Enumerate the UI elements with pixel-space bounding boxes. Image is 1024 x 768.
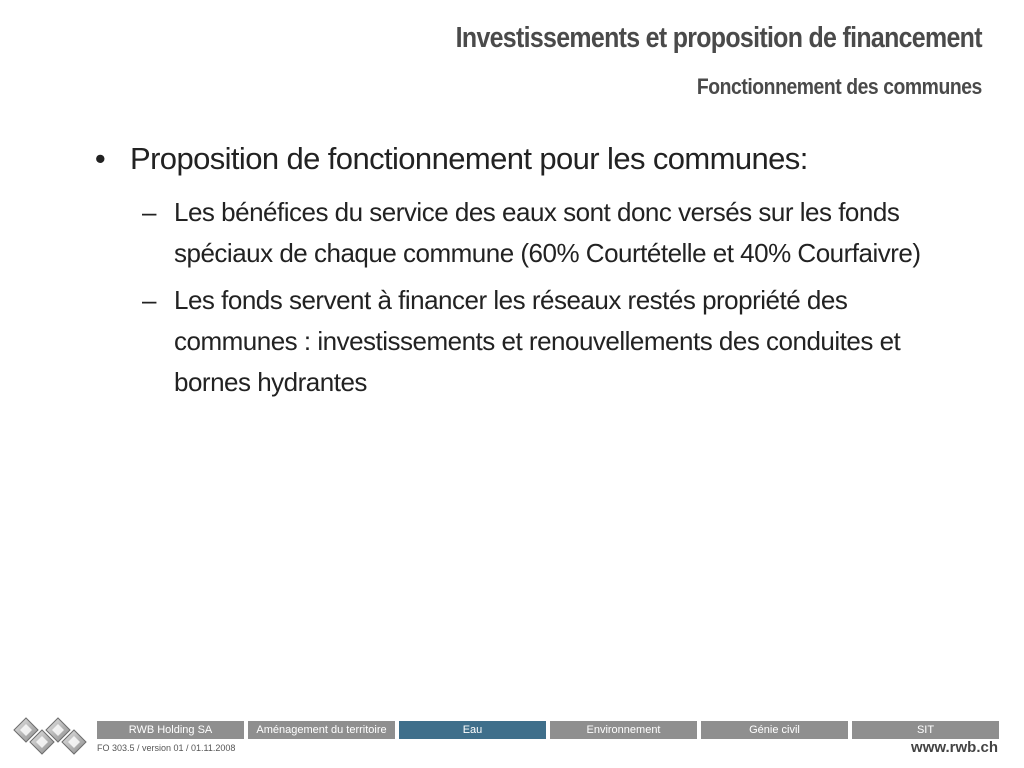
nav-tab-sit[interactable]: SIT <box>852 721 999 739</box>
rwb-logo-icon <box>0 710 95 762</box>
slide-content <box>90 138 970 409</box>
dash-marker: – <box>142 285 156 315</box>
sub-bullet-list <box>90 192 970 403</box>
nav-tab-amenagement[interactable]: Aménagement du territoire <box>248 721 395 739</box>
dash-marker: – <box>142 197 156 227</box>
slide-subtitle: Fonctionnement des communes <box>696 74 982 99</box>
slide-title: Investissements et proposition de financement <box>455 22 982 54</box>
footer-nav <box>97 721 999 739</box>
sub-bullet-text: Les fonds servent à financer les réseaux restés propriété des communes : investissements et renouvellements des conduites et bornes hydrantes <box>174 285 901 397</box>
sub-bullet <box>90 280 970 403</box>
sub-bullet-text: Les bénéfices du service des eaux sont donc versés sur les fonds spéciaux de chaque commune (60% Courtételle et 40% Courfaivre) <box>174 197 921 268</box>
document-version: FO 303.5 / version 01 / 01.11.2008 <box>97 743 236 753</box>
main-bullet-text: Proposition de fonctionnement pour les communes: <box>130 141 808 176</box>
bullet-marker: • <box>94 141 106 176</box>
nav-tab-genie-civil[interactable]: Génie civil <box>701 721 848 739</box>
nav-tab-environnement[interactable]: Environnement <box>550 721 697 739</box>
main-bullet <box>90 138 970 180</box>
nav-tab-rwb-holding[interactable]: RWB Holding SA <box>97 721 244 739</box>
nav-tab-eau[interactable]: Eau <box>399 721 546 739</box>
website-link[interactable]: www.rwb.ch <box>911 739 998 756</box>
sub-bullet <box>90 192 970 274</box>
